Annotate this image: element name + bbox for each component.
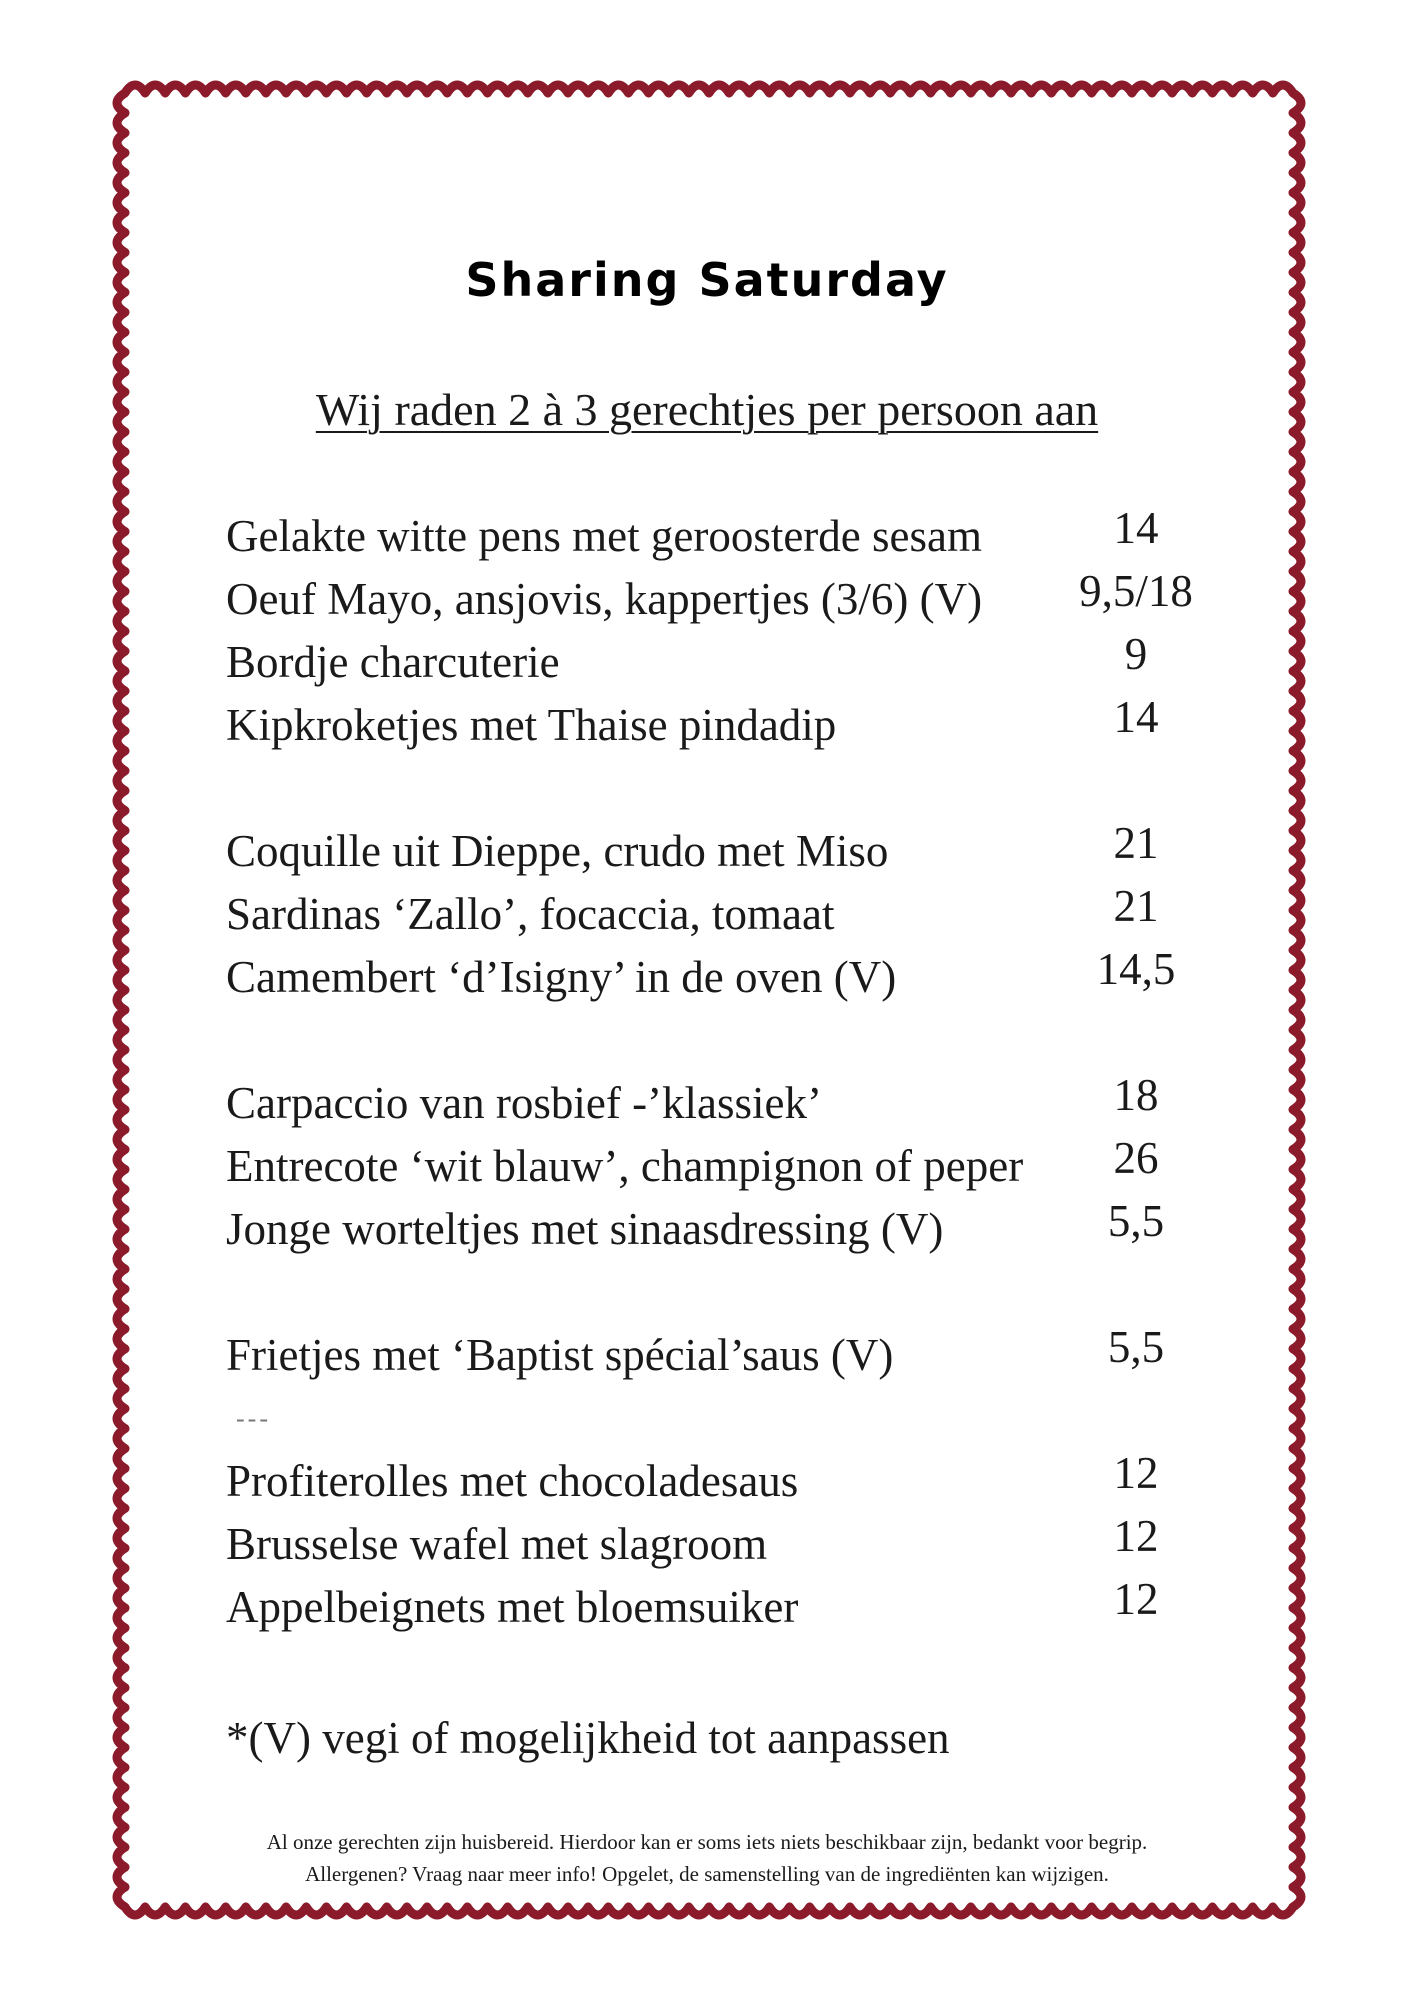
dish-name: Gelakte witte pens met geroosterde sesam: [226, 511, 982, 561]
menu-list: [226, 505, 1286, 1639]
menu-item: [226, 505, 1286, 568]
dish-price: 9,5/18: [1079, 566, 1193, 616]
dish-name: Entrecote ‘wit blauw’, champignon of peper: [226, 1141, 1024, 1191]
dish-name: Sardinas ‘Zallo’, focaccia, tomaat: [226, 889, 835, 939]
menu-item: [226, 946, 1286, 1009]
spacer: [226, 757, 1286, 820]
dish-name: Bordje charcuterie: [226, 637, 560, 687]
dish-price: 18: [1113, 1070, 1159, 1120]
dish-price: 12: [1113, 1511, 1159, 1561]
menu-item: [226, 1072, 1286, 1135]
vegetarian-note: *(V) vegi of mogelijkheid tot aanpassen: [226, 1713, 950, 1763]
dish-name: Coquille uit Dieppe, crudo met Miso: [226, 826, 889, 876]
separator: ---: [236, 1404, 271, 1433]
dish-name: Oeuf Mayo, ansjovis, kappertjes (3/6) (V): [226, 574, 983, 624]
dish-name: Brusselse wafel met slagroom: [226, 1519, 768, 1569]
dish-price: 12: [1113, 1448, 1159, 1498]
menu-item: [226, 1450, 1286, 1513]
dish-price: 21: [1113, 818, 1159, 868]
dish-price: 12: [1113, 1574, 1159, 1624]
dish-price: 5,5: [1107, 1322, 1165, 1372]
dish-price: 26: [1113, 1133, 1159, 1183]
dish-name: Jonge worteltjes met sinaasdressing (V): [226, 1204, 944, 1254]
dish-name: Camembert ‘d’Isigny’ in de oven (V): [226, 952, 897, 1002]
menu-item: [226, 631, 1286, 694]
page-subtitle: Wij raden 2 à 3 gerechtjes per persoon aan: [315, 384, 1099, 435]
menu-item: [226, 883, 1286, 946]
page-title: Sharing Saturday: [465, 253, 949, 307]
footer-line-2: Allergenen? Vraag naar meer info! Opgelet, de samenstelling van de ingrediënten kan wijzigen.: [305, 1862, 1109, 1886]
spacer: [226, 1261, 1286, 1324]
dish-price: 5,5: [1107, 1196, 1165, 1246]
dish-price: 14: [1113, 503, 1159, 553]
menu-item: [226, 1198, 1286, 1261]
dish-price: 14,5: [1096, 944, 1176, 994]
menu-item: [226, 1135, 1286, 1198]
menu-item: [226, 568, 1286, 631]
dish-name: Frietjes met ‘Baptist spécial’saus (V): [226, 1330, 894, 1380]
dish-name: Appelbeignets met bloemsuiker: [226, 1582, 799, 1632]
menu-item: [226, 1324, 1286, 1387]
footer-line-1: Al onze gerechten zijn huisbereid. Hierdoor kan er soms iets niets beschikbaar zijn, bedankt voor begrip.: [266, 1830, 1148, 1854]
dish-price: 21: [1113, 881, 1159, 931]
dish-price: 9: [1124, 629, 1148, 679]
menu-item: [226, 1576, 1286, 1639]
dish-price: 14: [1113, 692, 1159, 742]
dish-name: Profiterolles met chocoladesaus: [226, 1456, 799, 1506]
spacer: [226, 1009, 1286, 1072]
dish-name: Carpaccio van rosbief -’klassiek’: [226, 1078, 823, 1128]
menu-item: [226, 820, 1286, 883]
menu-item: [226, 1513, 1286, 1576]
dish-name: Kipkroketjes met Thaise pindadip: [226, 700, 837, 750]
menu-item: [226, 694, 1286, 757]
